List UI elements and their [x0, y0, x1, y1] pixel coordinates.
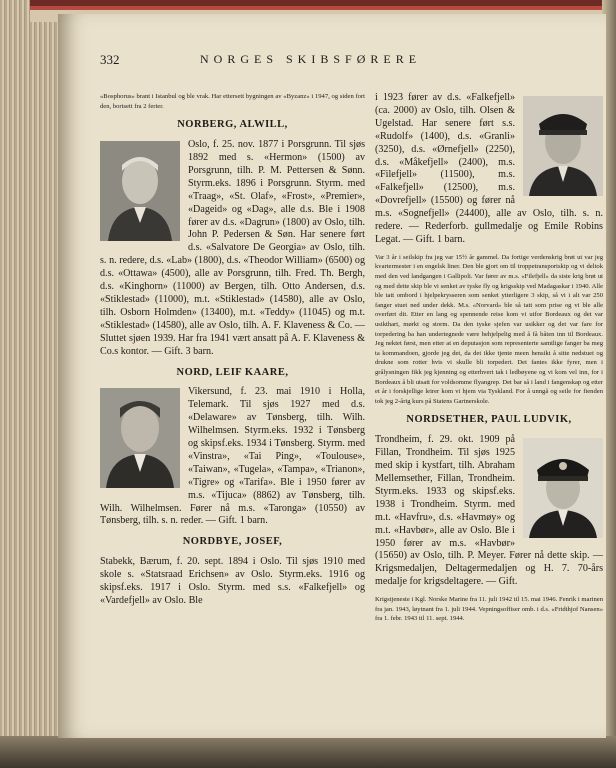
book-bottom-edge	[0, 736, 616, 768]
portrait-nordbye	[523, 96, 603, 196]
portrait-nord	[100, 388, 180, 488]
entry-text-nordbye-cont: i 1923 fører av d.s. «Falkefjell» (ca. 2000) av Oslo, tilh. Olsen & Ugelstad. Har senere ført s.s. «Rudolf» (1400), d.s. «Granli» (3250), d.s. «Ørnefjell» (2250), d.s. «Måkefjell» (2400), m.s. «Filefjell» (11500), m.s. «Falkefjell» (12500), m.s. «Dovrefjell» (15500) og fører nå m.s. «Sognefjell» (24400), alle av Oslo, tilh. s. n. redere. — Rederforb. gullmedalje og Emile Robins Legat. — Gift. 1 barn.	[375, 92, 603, 245]
entry-text-nordbye: Stabekk, Bærum, f. 20. sept. 1894 i Oslo. Til sjøs 1910 med skole s. «Statsraad Erichsen» av Oslo. Styrm.eks. 1916 og skipsf.eks. 1917 i Oslo. Styrm. med s.s. «Falkefjell» og «Vardefjell» av Oslo. Ble	[100, 556, 365, 606]
entry-name-nord: NORD, LEIF KAARE,	[176, 366, 289, 378]
portrait-norberg	[100, 141, 180, 241]
left-column	[100, 92, 365, 608]
war-account-paragraph: Var 3 år i seilskip fra jeg var 15½ år gammel. Da fortige verdenskrig brøt ut var jeg kvartermester i en engelsk liner. Den ble gjort om til troppetransportskip og vi deltok med den ved landgangen i Gallipoli. Var fører av m.s. «Filefjell» da siste krig brøt ut og med dette skip ble vi senket av tyske fly og krigsskip ved Madagaskar i 1940. Alle ble tatt ombord i hjelpekrysseren som senket ytterligere 3 skip, så vi i alt var 250 fanger stuet ned under dekk. M.s. «Norvard» ble så tatt som prise og vi ble alle overført dit. Etter en lang og spennende reise kom vi utfor Bordeaux og det var usikthart, mørkt og storm. Da den tyske sjefen var usikker og det var fare for torpedering ba han undertegnede være behjelpelig med å få båten inn til Bordeaux. Jeg nektet først, men etter at en deputasjon som representerte samtlige fanger ba meg ta kommandoen, gjorde jeg det, da det ikke tjente meen hensikt å sitte nedstuet og drukne som rotter hvis vi skulle bli torpedert. Det fantes ikke fyrer, men i grålysningen fikk jeg kjenning og etterhvert tak i ledbøyene og vi kom vel inn, for i Bordeaux å bli utsatt for voldsomme flyangrep. Det bar så i land i fangenskap og etter et år i forskjellige leirer kom vi hjem via Tyskland. For å unngå og seile for fienden tok jeg 2-årig kurs på Statens Gartnerskole.	[375, 253, 603, 405]
intro-paragraph: «Bosphorus» brant i Istanbul og ble vrak. Har ettersett bygningen av «Byzanz» i 1947, og siden fort den, bortsett fra 2 ferier.	[100, 93, 365, 110]
portrait-nordsether	[523, 438, 603, 538]
page-number: 332	[100, 52, 120, 67]
entry-text-norberg: Oslo, f. 25. nov. 1877 i Porsgrunn. Til sjøs 1892 med s. «Hermon» (1500) av Porsgrunn, tilh. P. M. Pettersen & Sønn. Styrm.eks. 1896 i Porsgrunn. Styrm. med «Traag», «St. Olaf», «Frost», «Premier», «Dageid» og «Dag», alle d.s. Ble i 1908 fører av d.s. «Dagrun» (1800) av Oslo, tilh. John P. Pedersen & Søn. Har senere ført d.s. «Salvatore De Georgia» av Oslo, tilh. s. n. redere, d.s. «Lab» (1800), d.s. «Theodor William» (6500) og d.s. «Ottawa» (4500), alle av Porsgrunn, tilh. Fred. Th. Bergh, d.s. «Kinghorn» (11000) av Bergen, tilh. Otto Andersen, d.s. «Stiklestad» (11000), m.t. «Stiklestad» (14580), alle av Oslo, tilh. Osborn Holmden» (13400), m.t. «Teddy» (11045) og m.t. «Stiklestad» (14580), alle av Oslo, tilh. A. F. Klaveness & Co. — Sluttet sjøen 1939. Har fra 1941 vært ansatt på A. F. Klaveness & Co.s kontor. — Gift. 3 barn.	[100, 139, 365, 357]
right-column	[375, 92, 603, 624]
portrait-photo-icon	[523, 438, 603, 538]
entry-name-nordbye: NORDBYE, JOSEF,	[182, 536, 283, 548]
entry-text-nordsether: Trondheim, f. 29. okt. 1909 på Fillan, Trondheim. Til sjøs 1925 med skip i kystfart, tilh. Abraham Mellemsether, Fillan, Trondheim. Styrm.eks. 1933 og skipsf.eks. 1938 i Trondheim. Styrm. med m.t. «Havfru», d.s. «Havmøy» og m.t. «Havbør», alle av Oslo. Ble i 1950 fører av m.s. «Havbør» (15650) av Oslo, tilh. P. Meyer. Fører nå dette skip. — Krigsmedaljen, Deltagermedaljen og H. 7. 70-års medalje for krigsdeltagere. — Gift.	[375, 434, 603, 588]
portrait-photo-icon	[100, 388, 180, 488]
entry-name-norberg: NORBERG, ALWILL,	[177, 119, 288, 131]
portrait-photo-icon	[100, 141, 180, 241]
entry-name-nordsether: NORDSETHER, PAUL LUDVIK,	[406, 414, 572, 426]
portrait-photo-icon	[523, 96, 603, 196]
war-service-paragraph: Krigstjeneste i Kgl. Norske Marine fra 11. juli 1942 til 15. mai 1946. Fenrik i marinen fra jan. 1943, løytnant fra 1. juli 1944. Vepningsoffiser omb. i d.s. «Fridthjof Nansen» fra 1. febr. 1943 til 11. sept. 1944.	[375, 596, 603, 623]
entry-text-nord: Vikersund, f. 23. mai 1910 i Holla, Telemark. Til sjøs 1927 med d.s. «Delaware» av Tønsberg, tilh. Wilh. Wilhelmsen. Styrm.eks. 1932 i Tønsberg og skipsf.eks. 1934 i Tønsberg. Styrm. med «Vinstra», «Tai Ping», «Toulouse», «Taiwan», «Tugela», «Tampa», «Trianon», «Tigre» og «Tarifa». Ble i 1950 fører av m.s. «Tijuca» (8862) av Tønsberg, tilh. Wilh. Wilhelmsen. Fører nå m.s. «Taronga» (10550) av Tønsberg, tilh. s. n. reder. — Gift. 1 barn.	[100, 386, 365, 527]
running-title: NORGES SKIBSFØRERE	[200, 52, 422, 66]
